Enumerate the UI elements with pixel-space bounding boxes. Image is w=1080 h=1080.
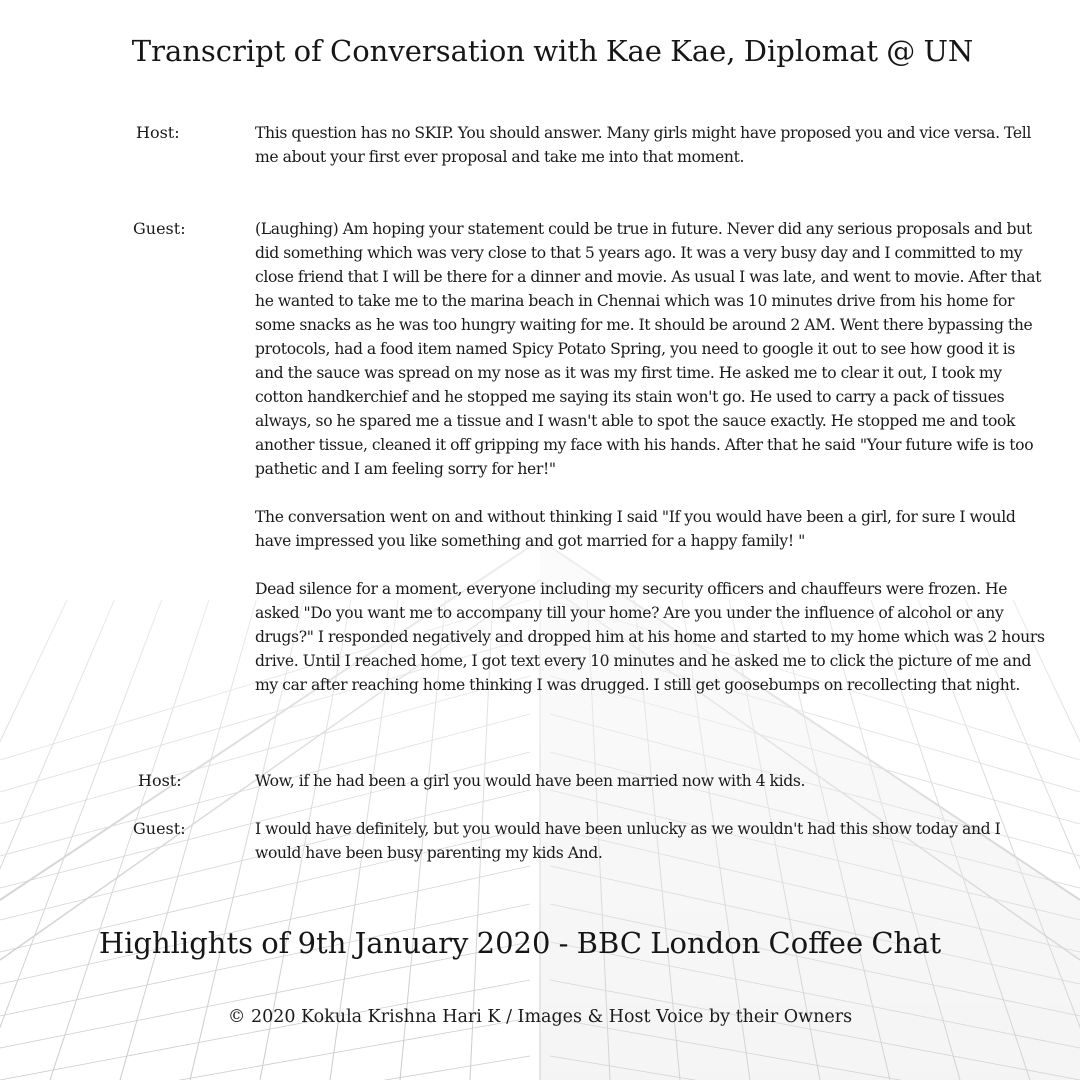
page-title: Transcript of Conversation with Kae Kae, Diplomat @ UN [131, 34, 974, 68]
speaker-label-guest: Guest: [133, 219, 186, 238]
guest-answer-2 [255, 817, 1047, 865]
speech-paragraph: I would have definitely, but you would have been unlucky as we wouldn't had this show today and I would have been busy parenting my kids And. [255, 820, 1001, 862]
speech-paragraph: This question has no SKIP. You should answer. Many girls might have proposed you and vice versa. Tell me about your first ever proposal and take me into that moment. [255, 124, 1032, 166]
speech-paragraph: The conversation went on and without thinking I said "If you would have been a girl, for sure I would have impressed you like something and got married for a happy family! " [255, 508, 1016, 550]
speech-paragraph: Dead silence for a moment, everyone including my security officers and chauffeurs were frozen. He asked "Do you want me to accompany till your home? Are you under the influence of alcohol or any drugs?" I responded negatively and dropped him at his home and started to my home which was 2 hours drive. Until I reached home, I got text every 10 minutes and he asked me to click the picture of me and my car after reaching home thinking I was drugged. I still get goosebumps on recollecting that night. [255, 580, 1045, 694]
copyright-notice: © 2020 Kokula Krishna Hari K / Images & Host Voice by their Owners [227, 1007, 853, 1027]
highlights-heading: Highlights of 9th January 2020 - BBC London Coffee Chat [98, 926, 942, 960]
speaker-label-host: Host: [136, 123, 180, 142]
host-question-1 [255, 121, 1047, 169]
speech-paragraph: Wow, if he had been a girl you would have been married now with 4 kids. [255, 772, 806, 790]
guest-answer-1 [255, 217, 1047, 697]
speaker-label-guest: Guest: [133, 819, 186, 838]
speaker-label-host: Host: [138, 771, 182, 790]
speech-paragraph: (Laughing) Am hoping your statement could be true in future. Never did any serious proposals and but did something which was very close to that 5 years ago. It was a very busy day and I committed to my close friend that I will be there for a dinner and movie. As usual I was late, and went to movie. After that he wanted to take me to the marina beach in Chennai which was 10 minutes drive from his home for some snacks as he was too hungry waiting for me. It should be around 2 AM. Went there bypassing the protocols, had a food item named Spicy Potato Spring, you need to google it out to see how good it is and the sauce was spread on my nose as it was my first time. He asked me to clear it out, I took my cotton handkerchief and he stopped me saying its stain won't go. He used to carry a pack of tissues always, so he spared me a tissue and I wasn't able to spot the sauce exactly. He stopped me and took another tissue, cleaned it off gripping my face with his hands. After that he said "Your future wife is too pathetic and I am feeling sorry for her!" [255, 220, 1042, 478]
host-question-2 [255, 769, 1047, 793]
